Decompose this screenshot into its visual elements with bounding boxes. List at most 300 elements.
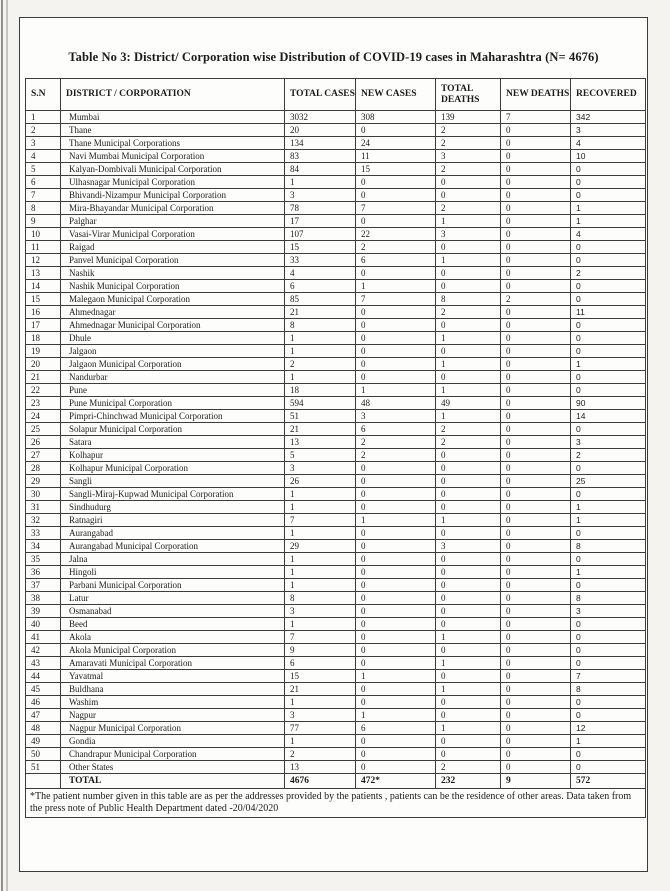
cell-recovered: 4	[571, 228, 646, 241]
cell-total-deaths: 1	[436, 358, 501, 371]
cell-total-cases: 107	[285, 228, 356, 241]
table-footnote: *The patient number given in this table are as per the addresses provided by the patients , patients can be the residence of other areas. Data taken from the press note of Public Health Department dated -20/04/2020	[26, 789, 646, 818]
scan-edge-artifact-light	[6, 0, 8, 891]
table-row	[26, 722, 646, 735]
cell-new-cases: 15	[356, 163, 436, 176]
table-row	[26, 683, 646, 696]
cell-new-cases: 0	[356, 358, 436, 371]
table-row	[26, 150, 646, 163]
cell-recovered: 14	[571, 410, 646, 423]
table-row	[26, 553, 646, 566]
cell-sn: 26	[26, 436, 61, 449]
cell-sn: 23	[26, 397, 61, 410]
table-row	[26, 345, 646, 358]
table-row	[26, 319, 646, 332]
cell-recovered: 0	[571, 657, 646, 670]
cell-sn: 28	[26, 462, 61, 475]
column-header-recovered: RECOVERED	[571, 79, 646, 111]
cell-new-deaths: 0	[501, 163, 571, 176]
cell-new-deaths: 0	[501, 358, 571, 371]
table-row	[26, 761, 646, 774]
table-row	[26, 267, 646, 280]
cell-total-cases: 13	[285, 761, 356, 774]
cell-recovered: 1	[571, 215, 646, 228]
cell-new-cases: 0	[356, 332, 436, 345]
cell-sn: 18	[26, 332, 61, 345]
column-header-new-deaths: NEW DEATHS	[501, 79, 571, 111]
cell-district: TOTAL	[61, 774, 285, 789]
cell-recovered: 342	[571, 111, 646, 124]
cell-district: Pimpri-Chinchwad Municipal Corporation	[61, 410, 285, 423]
cell-total-cases: 1	[285, 488, 356, 501]
cell-district: Satara	[61, 436, 285, 449]
cell-total-deaths: 0	[436, 280, 501, 293]
cell-sn: 48	[26, 722, 61, 735]
cell-sn: 33	[26, 527, 61, 540]
cell-sn: 10	[26, 228, 61, 241]
cell-sn: 17	[26, 319, 61, 332]
cell-district: Thane Municipal Corporations	[61, 137, 285, 150]
cell-total-cases: 7	[285, 631, 356, 644]
cell-total-cases: 1	[285, 566, 356, 579]
cell-sn: 37	[26, 579, 61, 592]
table-row	[26, 618, 646, 631]
cell-total-cases: 594	[285, 397, 356, 410]
cell-sn: 14	[26, 280, 61, 293]
cell-new-cases: 7	[356, 293, 436, 306]
cell-new-cases: 0	[356, 592, 436, 605]
cell-total-deaths: 1	[436, 722, 501, 735]
cell-recovered: 1	[571, 514, 646, 527]
cell-total-cases: 13	[285, 436, 356, 449]
cell-sn: 35	[26, 553, 61, 566]
cell-total-deaths: 0	[436, 618, 501, 631]
cell-sn: 3	[26, 137, 61, 150]
cell-recovered: 11	[571, 306, 646, 319]
cell-new-deaths: 0	[501, 280, 571, 293]
cell-new-cases: 0	[356, 579, 436, 592]
cell-recovered: 8	[571, 683, 646, 696]
cell-sn: 36	[26, 566, 61, 579]
cell-total-deaths: 2	[436, 761, 501, 774]
table-row	[26, 475, 646, 488]
table-row	[26, 410, 646, 423]
cell-district: Raigad	[61, 241, 285, 254]
cell-new-cases: 2	[356, 449, 436, 462]
cell-recovered: 1	[571, 501, 646, 514]
cell-total-cases: 21	[285, 423, 356, 436]
cell-total-deaths: 0	[436, 605, 501, 618]
cell-district: Pune	[61, 384, 285, 397]
cell-new-deaths: 0	[501, 384, 571, 397]
cell-new-cases: 308	[356, 111, 436, 124]
cell-district: Jalna	[61, 553, 285, 566]
cell-sn: 32	[26, 514, 61, 527]
cell-recovered: 0	[571, 384, 646, 397]
cell-total-cases: 8	[285, 592, 356, 605]
cell-total-deaths: 232	[436, 774, 501, 789]
cell-sn: 19	[26, 345, 61, 358]
cell-recovered: 0	[571, 332, 646, 345]
cell-new-deaths: 0	[501, 683, 571, 696]
cell-district: Sangli	[61, 475, 285, 488]
cell-recovered: 0	[571, 696, 646, 709]
cell-sn: 44	[26, 670, 61, 683]
cell-new-deaths: 9	[501, 774, 571, 789]
cell-new-cases: 0	[356, 761, 436, 774]
cell-total-deaths: 1	[436, 254, 501, 267]
cell-district: Parbani Municipal Corporation	[61, 579, 285, 592]
table-row	[26, 527, 646, 540]
table-body	[26, 111, 646, 818]
cell-recovered: 3	[571, 436, 646, 449]
cell-district: Ratnagiri	[61, 514, 285, 527]
cell-district: Buldhana	[61, 683, 285, 696]
cell-total-deaths: 2	[436, 137, 501, 150]
cell-sn: 12	[26, 254, 61, 267]
column-header-district: DISTRICT / CORPORATION	[61, 79, 285, 111]
table-row	[26, 228, 646, 241]
cell-sn: 20	[26, 358, 61, 371]
cell-sn	[26, 774, 61, 789]
cell-district: Ulhasnagar Municipal Corporation	[61, 176, 285, 189]
cell-district: Nashik Municipal Corporation	[61, 280, 285, 293]
cell-total-deaths: 0	[436, 176, 501, 189]
table-row	[26, 202, 646, 215]
cell-recovered: 1	[571, 566, 646, 579]
cell-sn: 11	[26, 241, 61, 254]
cell-total-deaths: 0	[436, 709, 501, 722]
cell-total-cases: 1	[285, 527, 356, 540]
covid-cases-table	[25, 78, 646, 818]
cell-total-deaths: 2	[436, 423, 501, 436]
cell-new-deaths: 0	[501, 631, 571, 644]
cell-total-deaths: 139	[436, 111, 501, 124]
cell-sn: 51	[26, 761, 61, 774]
cell-recovered: 0	[571, 644, 646, 657]
cell-new-deaths: 0	[501, 215, 571, 228]
cell-recovered: 0	[571, 241, 646, 254]
cell-new-deaths: 0	[501, 618, 571, 631]
cell-district: Aurangabad Municipal Corporation	[61, 540, 285, 553]
table-row	[26, 384, 646, 397]
cell-total-deaths: 0	[436, 189, 501, 202]
cell-district: Thane	[61, 124, 285, 137]
cell-total-deaths: 0	[436, 579, 501, 592]
cell-total-cases: 3032	[285, 111, 356, 124]
table-row	[26, 111, 646, 124]
cell-total-deaths: 0	[436, 319, 501, 332]
table-row	[26, 436, 646, 449]
cell-new-cases: 0	[356, 657, 436, 670]
table-row	[26, 735, 646, 748]
cell-new-deaths: 0	[501, 696, 571, 709]
cell-recovered: 0	[571, 176, 646, 189]
cell-new-cases: 1	[356, 384, 436, 397]
cell-total-cases: 3	[285, 605, 356, 618]
cell-recovered: 25	[571, 475, 646, 488]
cell-total-deaths: 1	[436, 683, 501, 696]
cell-new-deaths: 2	[501, 293, 571, 306]
cell-district: Yavatmal	[61, 670, 285, 683]
cell-district: Hingoli	[61, 566, 285, 579]
cell-new-deaths: 0	[501, 462, 571, 475]
cell-new-cases: 0	[356, 475, 436, 488]
cell-recovered: 0	[571, 527, 646, 540]
cell-total-deaths: 0	[436, 501, 501, 514]
cell-total-deaths: 2	[436, 163, 501, 176]
cell-sn: 2	[26, 124, 61, 137]
table-row	[26, 124, 646, 137]
table-total-row	[26, 774, 646, 789]
cell-district: Palghar	[61, 215, 285, 228]
cell-total-deaths: 0	[436, 345, 501, 358]
cell-recovered: 0	[571, 371, 646, 384]
cell-new-deaths: 0	[501, 241, 571, 254]
cell-new-deaths: 0	[501, 579, 571, 592]
cell-recovered: 1	[571, 202, 646, 215]
cell-total-cases: 26	[285, 475, 356, 488]
cell-total-cases: 1	[285, 332, 356, 345]
cell-new-deaths: 0	[501, 735, 571, 748]
cell-new-deaths: 0	[501, 761, 571, 774]
cell-new-cases: 22	[356, 228, 436, 241]
cell-recovered: 8	[571, 592, 646, 605]
cell-total-deaths: 2	[436, 202, 501, 215]
cell-total-cases: 1	[285, 345, 356, 358]
cell-new-deaths: 0	[501, 124, 571, 137]
table-row	[26, 748, 646, 761]
cell-new-cases: 0	[356, 566, 436, 579]
cell-new-cases: 3	[356, 410, 436, 423]
cell-new-deaths: 0	[501, 657, 571, 670]
cell-new-cases: 1	[356, 670, 436, 683]
cell-district: Bhivandi-Nizampur Municipal Corporation	[61, 189, 285, 202]
cell-new-cases: 0	[356, 267, 436, 280]
cell-new-cases: 0	[356, 527, 436, 540]
cell-new-deaths: 0	[501, 332, 571, 345]
cell-recovered: 0	[571, 254, 646, 267]
cell-total-deaths: 3	[436, 540, 501, 553]
footnote-row	[26, 789, 646, 818]
cell-total-deaths: 2	[436, 436, 501, 449]
cell-recovered: 0	[571, 462, 646, 475]
table-row	[26, 397, 646, 410]
cell-total-cases: 83	[285, 150, 356, 163]
cell-sn: 13	[26, 267, 61, 280]
cell-new-deaths: 0	[501, 306, 571, 319]
cell-recovered: 10	[571, 150, 646, 163]
table-row	[26, 176, 646, 189]
cell-new-deaths: 0	[501, 150, 571, 163]
cell-sn: 41	[26, 631, 61, 644]
cell-total-cases: 1	[285, 371, 356, 384]
cell-recovered: 2	[571, 267, 646, 280]
cell-total-cases: 85	[285, 293, 356, 306]
cell-new-cases: 6	[356, 254, 436, 267]
table-row	[26, 189, 646, 202]
cell-recovered: 3	[571, 605, 646, 618]
cell-sn: 42	[26, 644, 61, 657]
cell-sn: 46	[26, 696, 61, 709]
cell-new-deaths: 0	[501, 202, 571, 215]
cell-district: Osmanabad	[61, 605, 285, 618]
cell-total-cases: 1	[285, 696, 356, 709]
cell-total-deaths: 0	[436, 553, 501, 566]
cell-sn: 31	[26, 501, 61, 514]
table-row	[26, 215, 646, 228]
cell-total-cases: 3	[285, 189, 356, 202]
cell-new-cases: 0	[356, 553, 436, 566]
cell-recovered: 2	[571, 449, 646, 462]
cell-sn: 40	[26, 618, 61, 631]
cell-recovered: 0	[571, 319, 646, 332]
cell-total-deaths: 0	[436, 371, 501, 384]
cell-total-cases: 15	[285, 241, 356, 254]
cell-sn: 50	[26, 748, 61, 761]
cell-sn: 8	[26, 202, 61, 215]
cell-new-cases: 2	[356, 241, 436, 254]
cell-district: Jalgaon	[61, 345, 285, 358]
cell-total-cases: 1	[285, 553, 356, 566]
cell-new-cases: 0	[356, 540, 436, 553]
cell-new-deaths: 0	[501, 371, 571, 384]
cell-total-deaths: 0	[436, 696, 501, 709]
cell-total-deaths: 0	[436, 670, 501, 683]
cell-new-cases: 7	[356, 202, 436, 215]
cell-new-deaths: 0	[501, 488, 571, 501]
cell-district: Akola	[61, 631, 285, 644]
cell-total-cases: 3	[285, 462, 356, 475]
cell-total-cases: 4	[285, 267, 356, 280]
cell-district: Sindhudurg	[61, 501, 285, 514]
cell-total-deaths: 1	[436, 657, 501, 670]
cell-new-cases: 0	[356, 215, 436, 228]
table-row	[26, 488, 646, 501]
cell-total-cases: 9	[285, 644, 356, 657]
cell-sn: 47	[26, 709, 61, 722]
table-row	[26, 540, 646, 553]
cell-new-deaths: 0	[501, 319, 571, 332]
cell-new-deaths: 0	[501, 670, 571, 683]
cell-district: Vasai-Virar Municipal Corporation	[61, 228, 285, 241]
cell-recovered: 0	[571, 553, 646, 566]
cell-sn: 15	[26, 293, 61, 306]
cell-new-deaths: 0	[501, 397, 571, 410]
cell-district: Solapur Municipal Corporation	[61, 423, 285, 436]
cell-sn: 39	[26, 605, 61, 618]
cell-recovered: 3	[571, 124, 646, 137]
cell-new-cases: 0	[356, 306, 436, 319]
cell-total-cases: 134	[285, 137, 356, 150]
table-row	[26, 644, 646, 657]
cell-new-cases: 2	[356, 436, 436, 449]
table-row	[26, 462, 646, 475]
cell-district: Beed	[61, 618, 285, 631]
cell-new-cases: 0	[356, 735, 436, 748]
cell-new-cases: 48	[356, 397, 436, 410]
cell-new-cases: 1	[356, 280, 436, 293]
cell-district: Malegaon Municipal Corporation	[61, 293, 285, 306]
cell-district: Jalgaon Municipal Corporation	[61, 358, 285, 371]
cell-new-cases: 0	[356, 631, 436, 644]
cell-total-cases: 51	[285, 410, 356, 423]
cell-new-cases: 0	[356, 644, 436, 657]
cell-total-cases: 1	[285, 176, 356, 189]
cell-total-cases: 6	[285, 280, 356, 293]
cell-recovered: 0	[571, 293, 646, 306]
cell-sn: 45	[26, 683, 61, 696]
cell-district: Other States	[61, 761, 285, 774]
cell-new-deaths: 0	[501, 566, 571, 579]
cell-total-deaths: 8	[436, 293, 501, 306]
cell-total-cases: 3	[285, 709, 356, 722]
cell-new-cases: 0	[356, 345, 436, 358]
cell-district: Chandrapur Municipal Corporation	[61, 748, 285, 761]
table-row	[26, 631, 646, 644]
cell-total-deaths: 2	[436, 306, 501, 319]
cell-sn: 16	[26, 306, 61, 319]
cell-sn: 30	[26, 488, 61, 501]
cell-new-deaths: 0	[501, 605, 571, 618]
cell-district: Kalyan-Dombivali Municipal Corporation	[61, 163, 285, 176]
cell-new-deaths: 0	[501, 267, 571, 280]
cell-new-deaths: 0	[501, 176, 571, 189]
cell-sn: 49	[26, 735, 61, 748]
cell-sn: 21	[26, 371, 61, 384]
table-row	[26, 579, 646, 592]
cell-new-deaths: 0	[501, 423, 571, 436]
cell-district: Latur	[61, 592, 285, 605]
cell-sn: 38	[26, 592, 61, 605]
table-header-row	[26, 79, 646, 111]
cell-new-cases: 0	[356, 462, 436, 475]
cell-new-deaths: 0	[501, 475, 571, 488]
cell-new-deaths: 0	[501, 345, 571, 358]
cell-total-cases: 6	[285, 657, 356, 670]
cell-new-deaths: 0	[501, 709, 571, 722]
cell-recovered: 572	[571, 774, 646, 789]
cell-total-cases: 1	[285, 735, 356, 748]
cell-district: Nandurbar	[61, 371, 285, 384]
cell-new-deaths: 0	[501, 189, 571, 202]
cell-total-cases: 78	[285, 202, 356, 215]
cell-recovered: 0	[571, 761, 646, 774]
cell-total-cases: 21	[285, 683, 356, 696]
cell-new-cases: 0	[356, 488, 436, 501]
cell-total-deaths: 0	[436, 241, 501, 254]
cell-total-deaths: 0	[436, 748, 501, 761]
column-header-total-deaths: TOTAL DEATHS	[436, 79, 501, 111]
cell-total-cases: 18	[285, 384, 356, 397]
cell-new-deaths: 0	[501, 527, 571, 540]
cell-new-deaths: 0	[501, 137, 571, 150]
cell-recovered: 90	[571, 397, 646, 410]
cell-total-cases: 17	[285, 215, 356, 228]
table-row	[26, 657, 646, 670]
cell-total-deaths: 1	[436, 410, 501, 423]
cell-total-deaths: 0	[436, 527, 501, 540]
cell-recovered: 0	[571, 709, 646, 722]
cell-sn: 43	[26, 657, 61, 670]
cell-new-cases: 0	[356, 124, 436, 137]
cell-new-cases: 24	[356, 137, 436, 150]
cell-recovered: 4	[571, 137, 646, 150]
cell-new-deaths: 0	[501, 254, 571, 267]
cell-recovered: 0	[571, 618, 646, 631]
cell-new-deaths: 0	[501, 228, 571, 241]
cell-total-deaths: 1	[436, 332, 501, 345]
